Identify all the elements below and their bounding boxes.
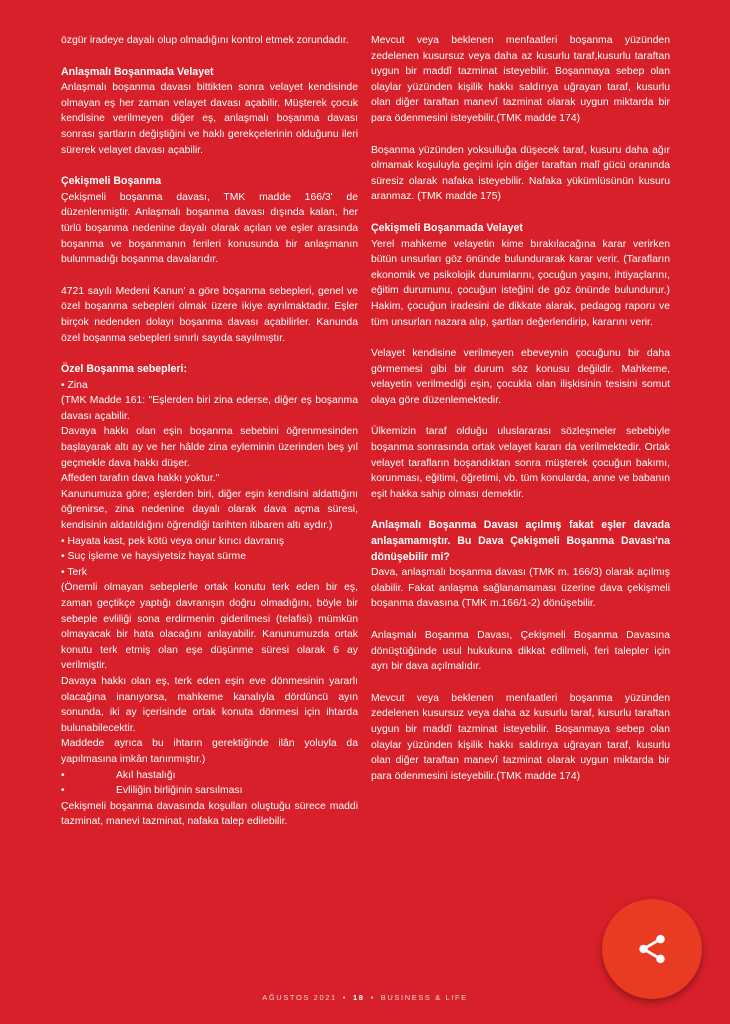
tmk161-text: (TMK Madde 161: "Eşlerden biri zina ederse, diğer eş boşanma davası açabilir. (61, 395, 358, 422)
footer-date: AĞUSTOS 2021 (262, 993, 337, 1002)
velayet-kendi-paragraph: Velayet kendisine verilmeyen ebeveynin çocuğunu bir daha görmemesi gibi bir durum söz konusu değildir. Mahkeme, velayetin verilmediği eşin, çocukla olan ilişkisinin tesisini somut olaya göre düzenlemektedir. (371, 348, 670, 406)
evlilik-text: Evliliğin birliğinin sarsılması (116, 785, 243, 797)
suc-bullet: • Suç işleme ve haysiyetsiz hayat sürme (61, 551, 246, 563)
yoksulluk-paragraph: Boşanma yüzünden yoksulluğa düşecek taraf, kusuru daha ağır olmamak koşuluyla geçimi için diğer taraftan malî gücü oranında süresiz olarak nafaka isteyebilir. Nafaka yükümlüsünün kusuru aranmaz. (TMK madde 175) (371, 144, 670, 203)
yerel-paragraph: Yerel mahkeme velayetin kime bırakılacağına karar verirken bütün unsurları göz önünde bulundurarak karar verir. (Tarafların ekonomik ve psikolojik durumlarını, çocuğun yaşını, ihtiyaçlarını, eğitim durumunu, çocuğun isteğini de göz önünde bulundurur.) Hakim, çocuğun iradesini de dikkate alarak, pedagog raporu ve tüm unsurları nazara alıp, şartları değerlendirip, kararını verir. (371, 238, 670, 328)
page-footer (0, 993, 730, 1002)
cekismeli-heading: Çekişmeli Boşanma (61, 175, 162, 188)
terk-bullet: • Terk (61, 566, 87, 578)
cekismeli2-text: Çekişmeli boşanma davasında koşulları oluştuğu sürece maddi tazminat, manevi tazminat, nafaka talep edilebilir. (61, 800, 358, 828)
mevcut1-paragraph: Mevcut veya beklenen menfaatleri boşanma yüzünden zedelenen kusursuz veya daha az kusurlu taraf,kusurlu taraftan uygun bir maddî tazminat isteyebilir. Boşanmaya sebep olan olaylar yüzünden kişilik hakkı saldırıya uğrayan taraf, kusurlu olan diğer taraftan manevî tazminat olarak uygun miktarda bir para ödenmesini isteyebilir.(TMK madde 174) (371, 35, 670, 124)
evlilik-bullet (61, 783, 358, 799)
davaya2-text: Davaya hakkı olan eş, terk eden eşin eve dönmesinin yararlı olacağına inanıyorsa, mahkeme kanalıyla dördüncü ayın sonunda, iki ay içerisinde ortak konuta dönmesi için ihtarda bulunabilecektir. (61, 675, 358, 734)
davaya-text: Davaya hakkı olan eşin boşanma sebebini öğrenmesinden başlayarak altı ay ve her hâlde zina eyleminin üzerinden beş yıl geçmekle dava hakkı düşer. (61, 426, 358, 469)
akil-bullet (61, 768, 358, 784)
right-column (371, 33, 670, 800)
velayet-paragraph: Anlaşmalı boşanma davası bittikten sonra velayet kendisinde olmayan eş her zaman velayet davası açabilir. Müşterek çocuk kendisine verilmeyen diğer eş, anlaşmalı boşanma davası sonrası şartların değiştiğini ve haklı gerekçelerinin olduğunu ileri sürerek velayet davası açabilir. (61, 82, 358, 156)
intro-paragraph: özgür iradeye dayalı olup olmadığını kontrol etmek zorundadır. (61, 35, 349, 46)
page-number: 18 (353, 993, 365, 1002)
onemli-text: (Önemli olmayan sebeplerle ortak konutu terk eden bir eş, zaman geçtikçe yaptığı davranışın doğru olmadığını, böyle bir sebeple evliliği sona erdirmenin giderilmesi (telafisi) mümkün olmayacak bir hata olacağını anlayabilir. Kanunumuzda ortak konutu terk etmiş olan eşe düşünme süresi olarak 6 ay verilmiştir. (61, 582, 358, 672)
footer-publication: BUSINESS & LIFE (380, 993, 468, 1002)
footer-separator: • (342, 993, 348, 1002)
hayata-bullet: • Hayata kast, pek kötü veya onur kırıcı davranış (61, 535, 285, 547)
affeden-text: Affeden tarafın dava hakkı yoktur." (61, 473, 220, 485)
ozel-sebepler-heading: Özel Boşanma sebepleri: (61, 363, 187, 376)
maddede-text: Maddede ayrıca bu ihtarın gerektiğinde ilân yoluyla da yapılmasına imkân tanınmıştır.) (61, 738, 358, 765)
ulkemizin-paragraph: Ülkemizin taraf olduğu uluslararası sözleşmeler sebebiyle boşanma sonrasında ortak velayet kararı da verilmektedir. Ortak velayet tarafların boşandıktan sonra müşterek çocuğun bakımı, korunması, eğitimi, öğretimi, vb. tüm konularda, anne ve babanın eşit hakka sahip olması demektir. (371, 426, 670, 500)
cekismeli-paragraph: Çekişmeli boşanma davası, TMK madde 166/3' de düzenlenmiştir. Anlaşmalı boşanma davası dışında kalan, her türlü boşanma nedenine dayalı olarak açılan ve eşler arasında boşanma ve boşanmanın ferileri konusunda bir anlaşmanın bulunmadığı boşanma davalarıdır. (61, 191, 358, 266)
bullet-dot: • (61, 785, 65, 797)
anlasmali-dav-paragraph: Anlaşmalı Boşanma Davası, Çekişmeli Boşanma Davasına dönüştüğünde usul hukukuna dikkat edilmeli, feri talepler için ayrı bir dava açılmalıdır. (371, 630, 670, 673)
footer-separator: • (370, 993, 375, 1002)
zina-bullet: • Zina (61, 379, 88, 391)
share-button[interactable] (602, 899, 702, 999)
cek-velayet-heading: Çekişmeli Boşanmada Velayet (371, 221, 523, 234)
kanun-paragraph: 4721 sayılı Medeni Kanun' a göre boşanma sebepleri, genel ve özel boşanma sebepleri olmak üzere ikiye ayrılmaktadır. Eşler birçok nedenden dolayı boşanma davası açabilirler. Kanunda özel boşanma sebepleri sınırlı sayıda sayılmıştır. (61, 285, 358, 344)
bullet-dot: • (61, 769, 65, 781)
velayet-heading: Anlaşmalı Boşanmada Velayet (61, 65, 214, 78)
kanunumuza-text: Kanunumuza göre; eşlerden biri, diğer eşin kendisini aldattığını öğrenirse, zina nedenine dayalı olarak dava açma süresi, kendisinin aldatıldığını öğrendiği tarihten itibaren altı aydır.) (61, 488, 358, 532)
share-icon (635, 932, 669, 966)
mevcut2-paragraph: Mevcut veya beklenen menfaatleri boşanma yüzünden zedelenen kusursuz veya daha az kusurlu taraf, kusurlu taraftan uygun bir maddî tazminat isteyebilir. Boşanmaya sebep olan olaylar yüzünden kişilik hakkı saldırıya uğrayan taraf, kusurlu olan diğer taraftan manevî tazminat olarak uygun miktarda bir para ödenmesini isteyebilir.(TMK madde 174) (371, 692, 670, 782)
dava-anl-paragraph: Dava, anlaşmalı boşanma davası (TMK m. 166/3) olarak açılmış olabilir. Fakat anlaşma sağlanamaması üzerine dava çekişmeli boşanma davasına (TMK m.166/1-2) dönüşebilir. (371, 567, 670, 610)
akil-text: Akıl hastalığı (116, 769, 176, 781)
left-column (61, 33, 358, 830)
question-heading: Anlaşmalı Boşanma Davası açılmış fakat eşler davada anlaşamamıştır. Bu Dava Çekişmeli Boşanma Davası'na dönüşebilir mi? (371, 519, 670, 563)
